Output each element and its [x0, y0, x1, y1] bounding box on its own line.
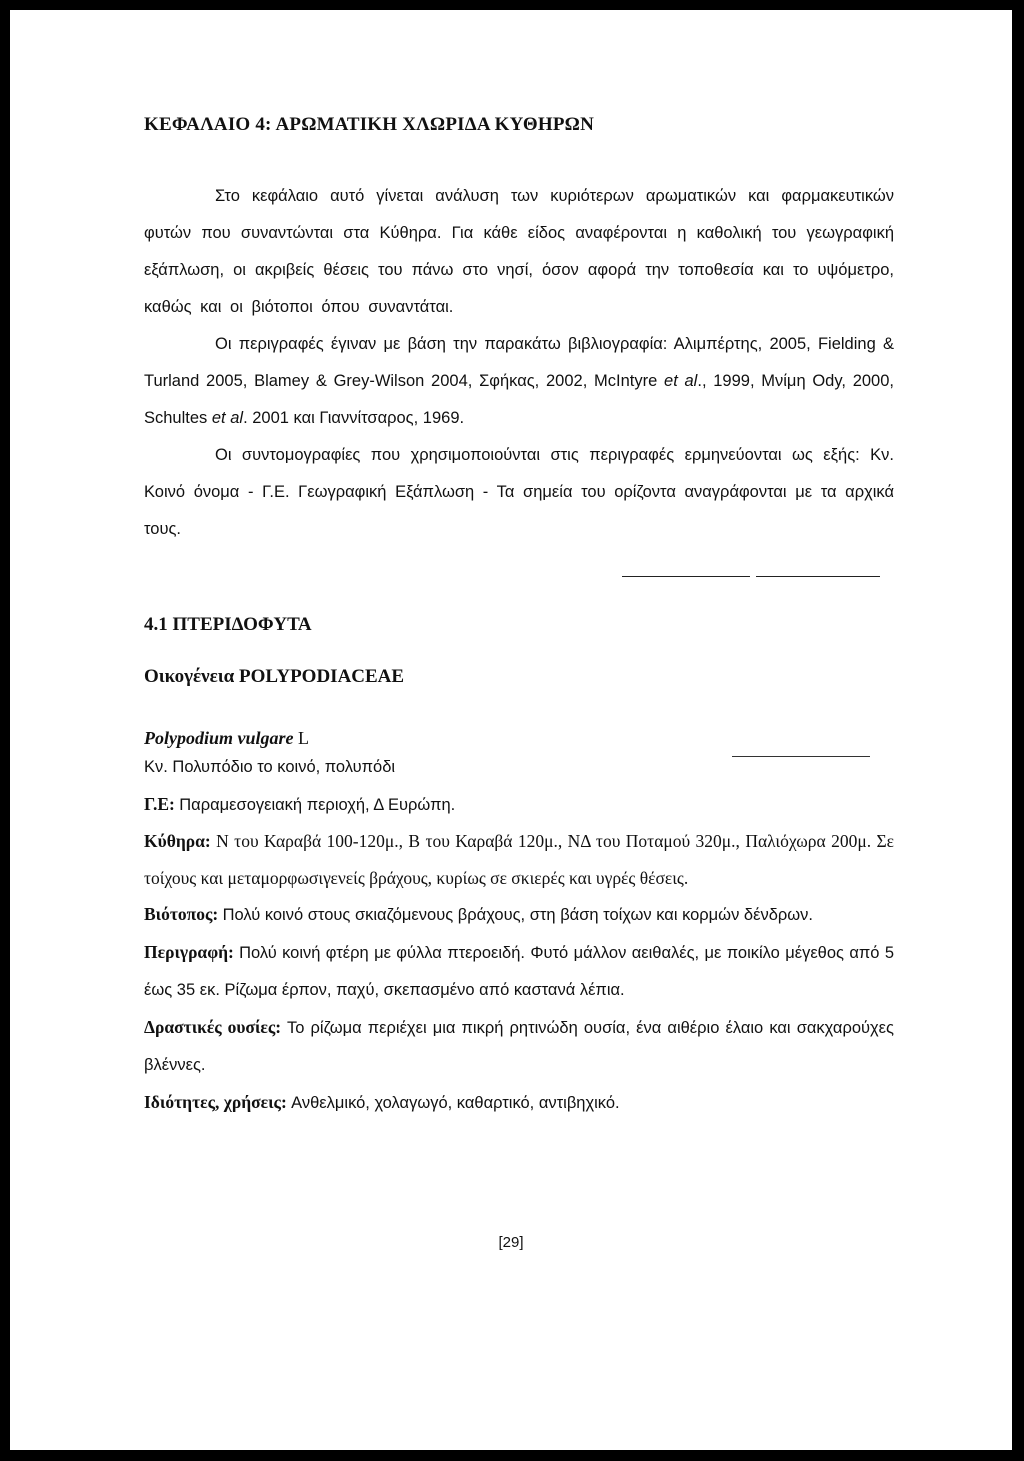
kythira-label: Κύθηρα:	[144, 831, 211, 851]
distribution-entry	[144, 786, 894, 824]
intro-paragraph-3: Οι συντομογραφίες που χρησιμοποιούνται στις περιγραφές ερμηνεύονται ως εξής: Κν. Κοινό όνομα - Γ.Ε. Γεωγραφική Εξάπλωση - Τα σημεία του ορίζοντα αναγράφονται με τα αρχικά τους.	[144, 446, 894, 538]
common-name: Κν. Πολυπόδιο το κοινό, πολυπόδι	[144, 758, 396, 776]
bibliography-text-a: Οι περιγραφές έγιναν με βάση την παρακάτω βιβλιογραφία: Αλιμπέρτης, 2005, Fielding & Turland 2005, Blamey & Grey-Wilson 2004, Σφήκας, 2002, McIntyre	[144, 335, 894, 390]
et-al-1: et al	[664, 372, 698, 390]
properties-label: Ιδιότητες, χρήσεις:	[144, 1091, 287, 1112]
document-page	[10, 10, 1012, 1450]
kythira-entry	[144, 823, 894, 896]
section-title: 4.1 ΠΤΕΡΙΔΟΦΥΤΑ	[144, 614, 312, 635]
description-text: Πολύ κοινή φτέρη με φύλλα πτεροειδή. Φυτό μάλλον αειθαλές, με ποικίλο μέγεθος από 5 έως 35 εκ. Ρίζωμα έρπον, παχύ, σκεπασμένο από καστανά λέπια.	[144, 943, 895, 999]
page-content	[144, 114, 894, 1121]
kythira-text: Ν του Καραβά 100-120μ., Β του Καραβά 120μ., ΝΔ του Ποταμού 320μ., Παλιόχωρα 200μ. Σε τοίχους και μεταμορφωσιγενείς βράχους, κυρίως σε σκιερές και υγρές θέσεις.	[144, 831, 894, 888]
description-entry	[144, 934, 894, 1009]
intro-paragraph-2	[144, 326, 894, 437]
family-title: Οικογένεια POLYPODIACEAE	[144, 666, 405, 687]
distribution-label: Γ.Ε:	[144, 793, 175, 814]
species-name	[144, 728, 894, 749]
species-author: L	[298, 728, 309, 748]
bibliography-text-b: ., 1999, Μνίμη Ody, 2000, Schultes	[144, 372, 894, 427]
species-latin-name: Polypodium vulgare	[144, 728, 294, 748]
active-substances-text: Το ρίζωμα περιέχει μια πικρή ρητινώδη ουσία, ένα αιθέριο έλαιο και σακχαρούχες βλέννες.	[144, 1018, 894, 1074]
separator	[144, 548, 894, 608]
active-substances-entry	[144, 1009, 894, 1084]
species-separator-line	[732, 756, 870, 757]
habitat-entry	[144, 896, 894, 934]
separator-line-right	[756, 576, 880, 577]
species-entry	[144, 728, 894, 1121]
distribution-text: Παραμεσογειακή περιοχή, Δ Ευρώπη.	[179, 795, 456, 814]
intro-paragraph-1: Στο κεφάλαιο αυτό γίνεται ανάλυση των κυριότερων αρωματικών και φαρμακευτικών φυτών που συναντώνται στα Κύθηρα. Για κάθε είδος αναφέρονται η καθολική του γεωγραφική εξάπλωση, οι ακριβείς θέσεις του πάνω στο νησί, όσον αφορά την τοποθεσία και το υψόμετρο, καθώς και οι βιότοποι όπου συναντάται.	[144, 187, 894, 316]
active-substances-label: Δραστικές ουσίες:	[144, 1016, 282, 1037]
separator-line-left	[622, 576, 750, 577]
properties-entry	[144, 1084, 894, 1122]
properties-text: Ανθελμικό, χολαγωγό, καθαρτικό, αντιβηχικό.	[291, 1093, 620, 1112]
bibliography-text-c: . 2001 και Γιαννίτσαρος, 1969.	[243, 409, 465, 427]
et-al-2: et al	[211, 409, 244, 427]
chapter-title: ΚΕΦΑΛΑΙΟ 4: ΑΡΩΜΑΤΙΚΗ ΧΛΩΡΙΔΑ ΚΥΘΗΡΩΝ	[144, 114, 594, 135]
page-number: [29]	[498, 1234, 524, 1251]
description-label: Περιγραφή:	[144, 941, 234, 962]
habitat-text: Πολύ κοινό στους σκιαζόμενους βράχους, στη βάση τοίχων και κορμών δένδρων.	[222, 906, 813, 924]
habitat-label: Βιότοπος:	[144, 904, 219, 924]
